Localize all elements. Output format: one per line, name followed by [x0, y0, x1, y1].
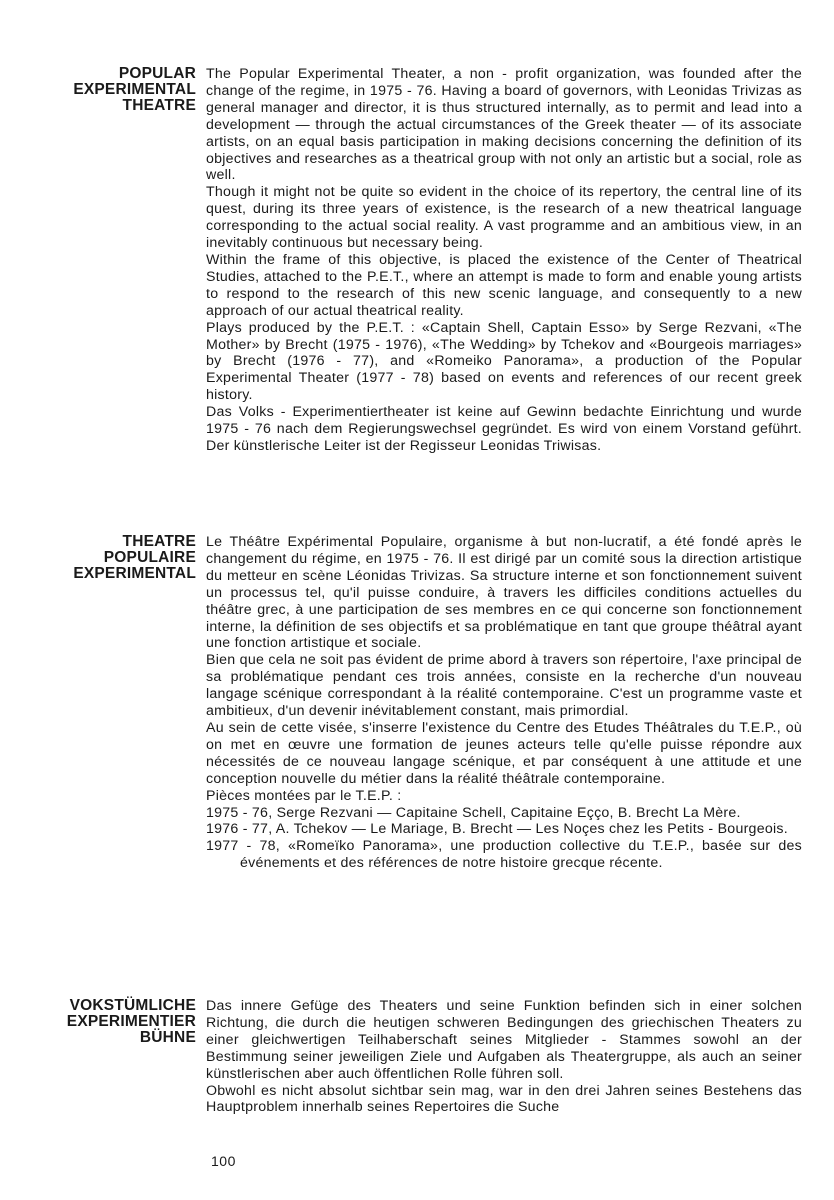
- heading-line: THEATRE: [122, 533, 196, 550]
- heading-line: EXPERIMENTAL: [73, 81, 196, 98]
- heading-line: POPULAIRE: [103, 549, 196, 566]
- page-number: 100: [211, 1153, 236, 1169]
- production-entry: 1976 - 77, A. Tchekov — Le Mariage, B. Brecht — Les Noçes chez les Petits - Bourgeois.: [206, 821, 788, 838]
- paragraph: The Popular Experimental Theater, a non - profit organization, was founded after the change of the regime, in 1975 - 76. Having a board of governors, with Leonidas Trivizas as general manager and director, it is thus structured internally, as to permit and lead into a development — through the actual circumstances of the Greek theater — of its associate artists, on an equal basis participation in making decisions concerning the definition of its objectives and researches as a theatrical group with not only an artistic but a social, role as well.: [206, 66, 802, 184]
- section-body: [206, 998, 802, 1116]
- paragraph: Obwohl es nicht absolut sichtbar sein mag, war in den drei Jahren seines Bestehens das Hauptproblem innerhalb seines Repertoires die Suche: [206, 1082, 802, 1116]
- section-heading: [20, 66, 196, 114]
- heading-line: EXPERIMENTAL: [73, 565, 196, 582]
- heading-line: POPULAR: [118, 65, 196, 82]
- paragraph: Though it might not be quite so evident in the choice of its repertory, the central line of its quest, during its three years of existence, is the research of a new theatrical language corresponding to the actual social reality. A vast programme and an ambitious view, in an inevitably continuous but necessary being.: [206, 184, 802, 252]
- production-entry: 1975 - 76, Serge Rezvani — Capitaine Schell, Capitaine Eçço, B. Brecht La Mère.: [206, 804, 741, 821]
- section-body: [206, 66, 802, 455]
- paragraph: Au sein de cette visée, s'inserre l'existence du Centre des Etudes Théâtrales du T.E.P., où on met en œuvre une formation de jeunes acteurs telle qu'elle puisse répondre aux nécessités de ce nouveau langage scénique, et par conséquent à une attitude et une conception nouvelle du métier dans la réalité théâtrale contemporaine.: [206, 719, 802, 787]
- paragraph: Le Théâtre Expérimental Populaire, organisme à but non-lucratif, a été fondé après le changement du régime, en 1975 - 76. Il est dirigé par un comité sous la direction artistique du metteur en scène Léonidas Trivizas. Sa structure interne et son fonctionnement suivent un processus tel, qu'il puisse conduire, à travers les difficiles conditions actuelles du théâtre grec, à une participation de ses membres en ce qui concerne son fonctionnement interne, la définition de ses objectifs et sa problématique en tant que groupe théâtral ayant une fonction artistique et sociale.: [206, 534, 802, 652]
- production-entry: 1977 - 78, «Romeïko Panorama», une production collective du T.E.P., basée sur des événements et des références de notre histoire grecque récente.: [206, 838, 802, 872]
- paragraph: Plays produced by the P.E.T. : «Captain Shell, Captain Esso» by Serge Rezvani, «The Mother» by Brecht (1975 - 1976), «The Wedding» by Tchekov and «Bourgeois marriages» by Brecht (1976 - 77), and «Romeiko Panorama», a production of the Popular Experimental Theater (1977 - 78) based on events and references of our recent greek history.: [206, 319, 802, 404]
- heading-line: BÜHNE: [139, 1029, 196, 1046]
- section-body: [206, 534, 802, 872]
- heading-line: EXPERIMENTIER: [66, 1013, 196, 1030]
- paragraph: Within the frame of this objective, is placed the existence of the Center of Theatrical Studies, attached to the P.E.T., where an attempt is made to form and enable young artists to respond to the research of this new scenic language, and consequently to a new approach of our actual theatrical reality.: [206, 251, 802, 319]
- paragraph: Bien que cela ne soit pas évident de prime abord à travers son répertoire, l'axe principal de sa problématique pendant ces trois années, consiste en la recherche d'un nouveau langage scénique correspondant à la réalité contemporaine. C'est un programme vaste et ambitieux, d'un devenir inévitablement constant, mais primordial.: [206, 652, 802, 720]
- section-heading: [20, 998, 196, 1046]
- paragraph: Pièces montées par le T.E.P. :: [206, 787, 402, 804]
- heading-line: VOKSTÜMLICHE: [69, 997, 196, 1014]
- paragraph: Das Volks - Experimentiertheater ist keine auf Gewinn bedachte Einrichtung und wurde 1975 - 76 nach dem Regierungswechsel gegründet. Es wird von einem Vorstand geführt. Der künstlerische Leiter ist der Regisseur Leonidas Triwisas.: [206, 404, 802, 454]
- paragraph: Das innere Gefüge des Theaters und seine Funktion befinden sich in einer solchen Richtung, die durch die heutigen schweren Bedingungen des griechischen Theaters zu einer gleichwertigen Teilhaberschaft seines Mitglieder - Stammes sowohl an der Bestimmung seiner jeweiligen Ziele und Aufgaben als Theatergruppe, als auch an seiner künstlerischen aber auch öffentlichen Rolle führen soll.: [206, 998, 802, 1082]
- heading-line: THEATRE: [122, 97, 196, 114]
- section-heading: [20, 534, 196, 582]
